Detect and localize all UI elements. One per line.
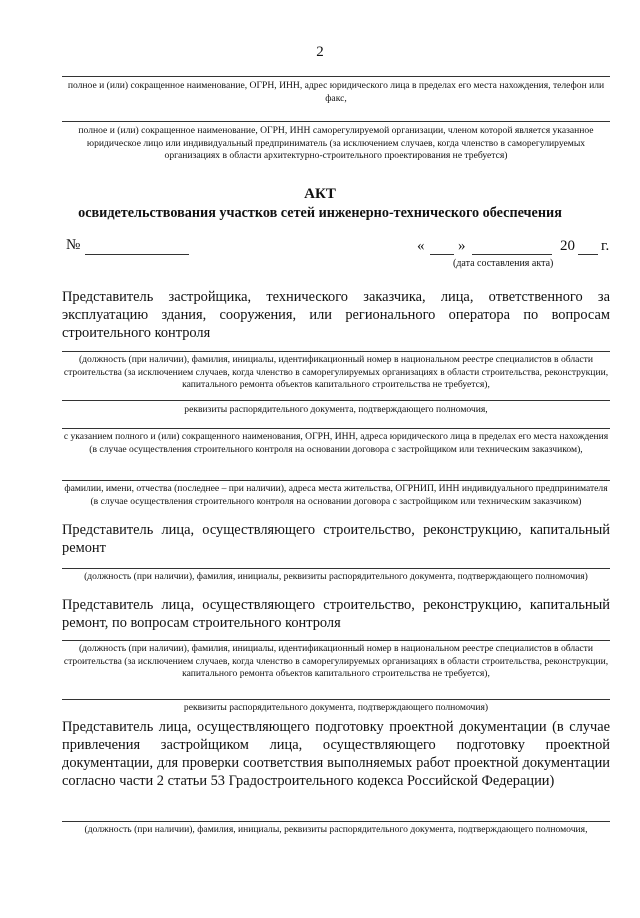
act-number-field[interactable]: [85, 254, 189, 255]
date-caption: (дата составления акта): [453, 258, 554, 269]
blank-line[interactable]: [62, 821, 610, 822]
date-open-quote: «: [417, 238, 425, 254]
day-field[interactable]: [430, 254, 454, 255]
caption-position-order: (должность (при наличии), фамилия, инициалы, реквизиты распорядительного документа, подтверждающего полномочия,: [84, 824, 588, 835]
designer-representative-heading: Представитель лица, осуществляющего подготовку проектной документации (в случае привлечения застройщиком лица, осуществляющего подготовку проектной документации, для проверки соответствия выполняемых работ проектной документации согласно части 2 статьи 53 Градостроительного кодекса Российской Федерации): [62, 719, 610, 789]
caption-position-order: (должность (при наличии), фамилия, инициалы, реквизиты распорядительного документа, подтверждающего полномочия): [84, 571, 588, 582]
caption-sro-details: полное и (или) сокращенное наименование, ОГРН, ИНН саморегулируемой организации, членом которой является указанное юридическое лицо или индивидуальный предприниматель (за исключением случаев, когда членство в саморегулируемых организациях в области архитектурно-строительного проектирования не требуется): [78, 125, 594, 161]
blank-line: [62, 121, 610, 122]
blank-line: [62, 76, 610, 77]
page-number: 2: [316, 44, 324, 60]
month-field[interactable]: [472, 254, 552, 255]
blank-line[interactable]: [62, 699, 610, 700]
blank-line[interactable]: [62, 640, 610, 641]
caption-position-registry: (должность (при наличии), фамилия, инициалы, идентификационный номер в национальном реестре специалистов в области строительства (за исключением случаев, когда членство в саморегулируемых организациях в области строительства, реконструкции, капитального ремонта объектов капитального строительства не требуется),: [63, 354, 609, 390]
document-subtitle: освидетельствования участков сетей инженерно-технического обеспечения: [78, 205, 562, 221]
caption-organization-details: полное и (или) сокращенное наименование, ОГРН, ИНН, адрес юридического лица в пределах его места нахождения, телефон или факс,: [67, 80, 605, 104]
builder-control-representative-heading: Представитель лица, осуществляющего строительство, реконструкцию, капитальный ремонт, по вопросам строительного контроля: [62, 597, 610, 631]
customer-representative-heading: Представитель застройщика, технического заказчика, лица, ответственного за эксплуатацию здания, сооружения, или регионального оператора по вопросам строительного контроля: [62, 289, 610, 341]
blank-line[interactable]: [62, 351, 610, 352]
document-title: АКТ: [304, 186, 336, 202]
caption-order-details: реквизиты распорядительного документа, подтверждающего полномочия): [183, 702, 489, 713]
blank-line[interactable]: [62, 568, 610, 569]
caption-legal-entity-details: с указанием полного и (или) сокращенного наименования, ОГРН, ИНН, адреса юридического лица в пределах его места нахождения (в случае осуществления строительного контроля на основании договора с застройщиком или техническим заказчиком),: [63, 431, 609, 455]
year-field[interactable]: [578, 254, 598, 255]
blank-line[interactable]: [62, 400, 610, 401]
year-suffix: г.: [601, 238, 610, 254]
caption-order-details: реквизиты распорядительного документа, подтверждающего полномочия,: [184, 404, 488, 415]
caption-individual-entrepreneur-details: фамилии, имени, отчества (последнее – при наличии), адреса места жительства, ОГРНИП, ИНН индивидуального предпринимателя (в случае осуществления строительного контроля на основании договора с застройщиком или техническим заказчиком): [64, 483, 608, 507]
act-number-label: №: [66, 237, 81, 253]
blank-line[interactable]: [62, 480, 610, 481]
caption-position-registry: (должность (при наличии), фамилия, инициалы, идентификационный номер в национальном реестре специалистов в области строительства (за исключением случаев, когда членство в саморегулируемых организациях в области строительства, реконструкции, капитального ремонта объектов капитального строительства не требуется),: [63, 643, 609, 679]
blank-line[interactable]: [62, 428, 610, 429]
date-close-quote: »: [458, 238, 466, 254]
builder-representative-heading: Представитель лица, осуществляющего строительство, реконструкцию, капитальный ремонт: [62, 522, 610, 556]
year-prefix: 20: [560, 238, 575, 254]
